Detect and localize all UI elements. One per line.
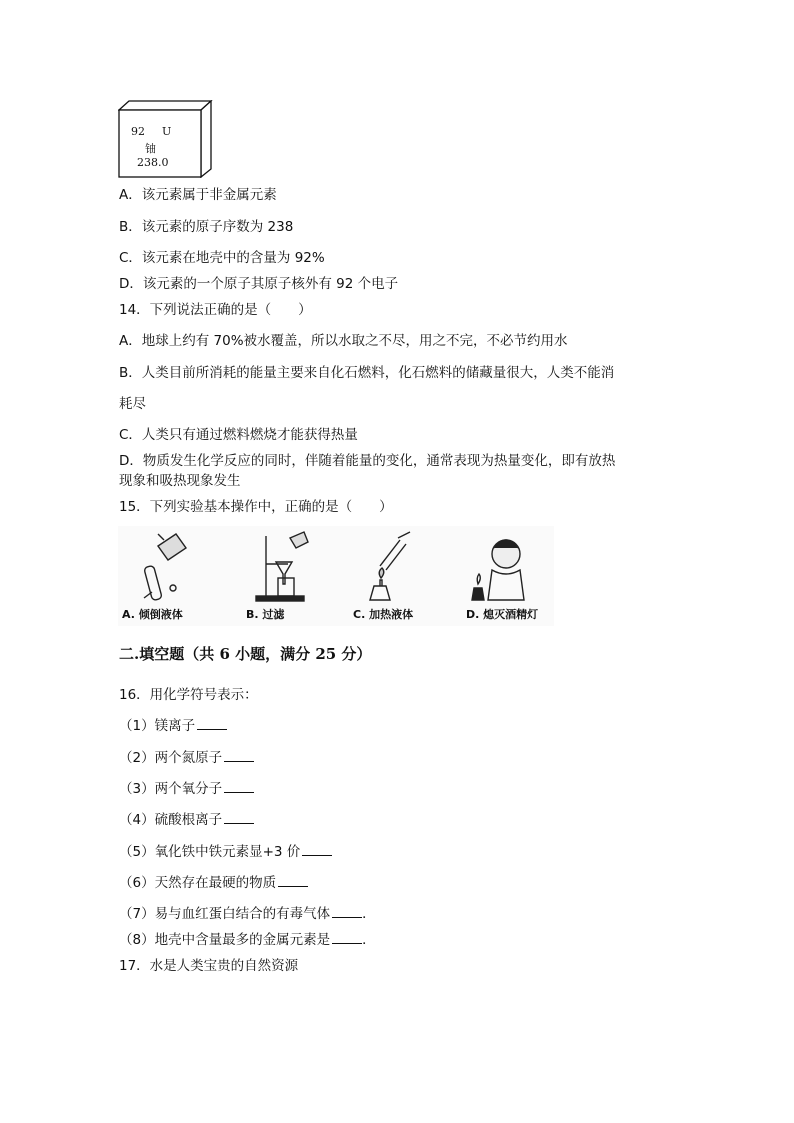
answer-blank[interactable] [224, 749, 254, 762]
answer-blank[interactable] [197, 717, 227, 730]
q14-option-c: C．人类只有通过燃料燃烧才能获得热量 [119, 427, 358, 443]
q16-stem: 16．用化学符号表示： [119, 687, 258, 703]
q17-stem: 17．水是人类宝贵的自然资源 [119, 958, 299, 974]
q16-item-4: （4）硫酸根离子 [119, 811, 254, 829]
caption-a: A. 倾倒液体 [122, 608, 183, 621]
q16-item-5: （5）氧化铁中铁元素显+3 价 [119, 843, 332, 861]
answer-blank[interactable] [224, 780, 254, 793]
q16-item-8: （8）地壳中含量最多的金属元素是 ． [119, 932, 376, 948]
q14-option-b: B．人类目前所消耗的能量主要来自化石燃料，化石燃料的储藏量很大，人类不能消 [119, 365, 615, 381]
q14-stem: 14．下列说法正确的是（ ） [119, 302, 312, 318]
q16-item-2: （2）两个氮原子 [119, 749, 254, 767]
q15-figures [118, 526, 554, 626]
q15-stem: 15．下列实验基本操作中，正确的是（ ） [119, 499, 393, 515]
q16-item-3: （3）两个氧分子 [119, 780, 254, 798]
caption-c: C. 加热液体 [353, 608, 414, 621]
element-card-uranium [118, 100, 214, 178]
q16-item-6: （6）天然存在最硬的物质 [119, 874, 308, 892]
answer-blank[interactable] [332, 931, 362, 944]
caption-b: B. 过滤 [246, 608, 285, 621]
q14-option-a: A．地球上约有 70%被水覆盖，所以水取之不尽，用之不完，不必节约用水 [119, 333, 568, 349]
section-2-title: 二.填空题（共 6 小题，满分 25 分） [119, 645, 372, 663]
q14-option-d-cont: 现象和吸热现象发生 [119, 473, 241, 489]
q16-item-1: （1）镁离子 [119, 717, 227, 735]
answer-blank[interactable] [278, 874, 308, 887]
q14-option-d: D．物质发生化学反应的同时，伴随着能量的变化，通常表现为热量变化，即有放热 [119, 453, 616, 469]
element-name: 铀 [145, 142, 156, 155]
atomic-mass: 238.0 [137, 156, 169, 169]
q14-option-b-cont: 耗尽 [119, 396, 146, 412]
q16-item-7: （7）易与血红蛋白结合的有毒气体 ． [119, 906, 376, 922]
q13-option-c: C．该元素在地壳中的含量为 92% [119, 250, 325, 266]
q13-option-d: D．该元素的一个原子其原子核外有 92 个电子 [119, 276, 399, 292]
q13-option-b: B．该元素的原子序数为 238 [119, 219, 294, 235]
element-symbol: U [162, 125, 172, 138]
answer-blank[interactable] [224, 811, 254, 824]
atomic-number: 92 [131, 125, 145, 138]
answer-blank[interactable] [332, 905, 362, 918]
answer-blank[interactable] [302, 843, 332, 856]
caption-d: D. 熄灭酒精灯 [466, 608, 539, 621]
q13-option-a: A．该元素属于非金属元素 [119, 187, 277, 203]
